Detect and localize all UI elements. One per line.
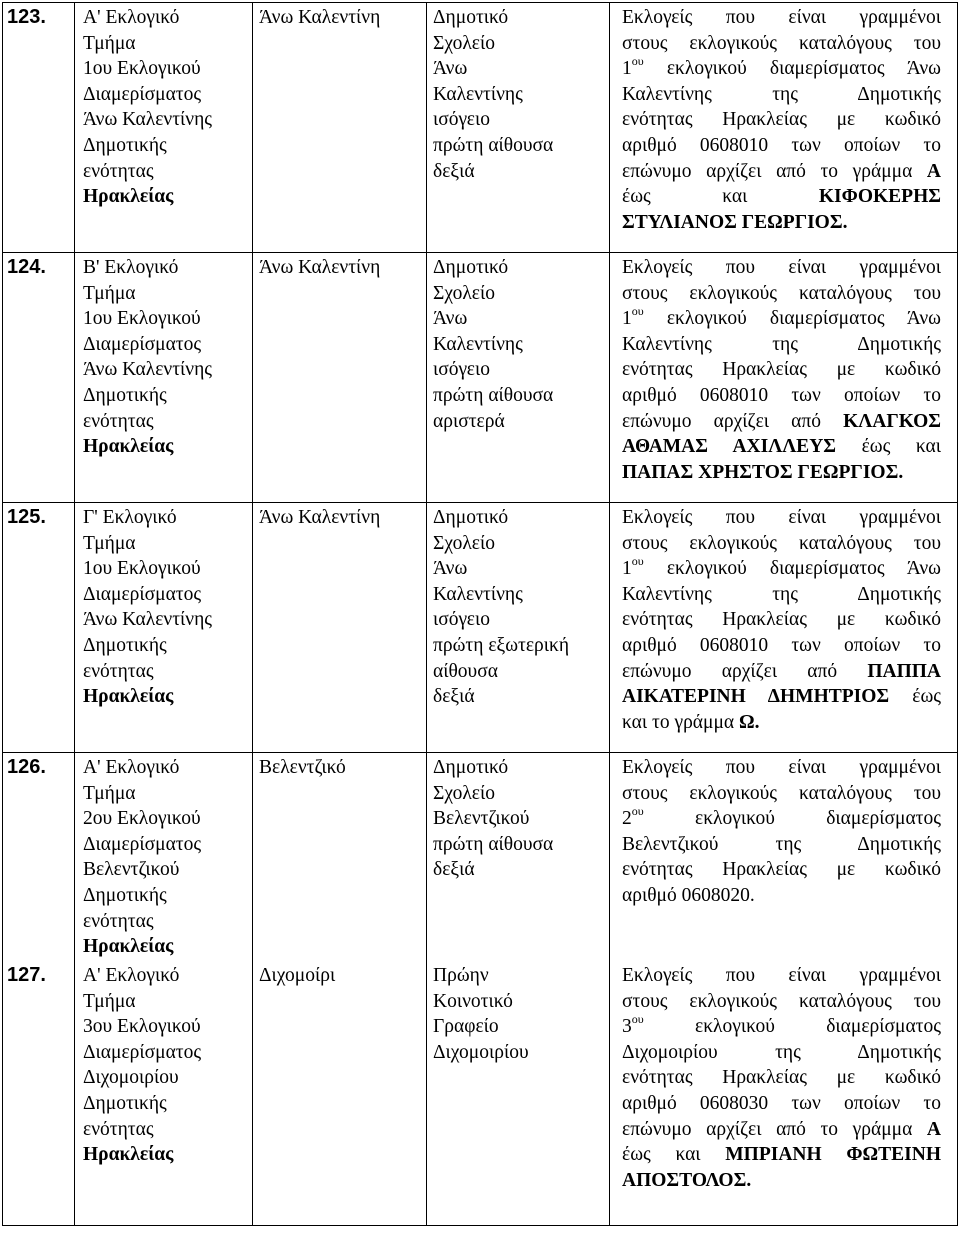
venue-line: Δημοτικό [433,257,509,278]
description-line: ενότητας Ηρακλείας με κωδικό [622,609,941,631]
description-line: Καλεντίνης της Δημοτικής [622,333,941,355]
ordinal-number: 1 [622,308,632,330]
section-name-line: Διαμερίσματος [83,583,202,605]
venue-line: Σχολείο [433,532,495,554]
venue-line: πρώτη αίθουσα [433,384,554,406]
voters-description-cell [610,503,958,753]
section-name-cell [75,503,253,753]
description-line [622,434,941,460]
section-name-line: Διαμερίσματος [83,83,202,105]
section-name-line: ενότητας [83,910,154,932]
section-name-line: 1ου Εκλογικού [83,558,201,580]
venue-line: Γραφείο [433,1016,499,1038]
section-name-bold: Ηρακλείας [83,186,174,208]
description-line [622,184,941,210]
ordinal-suffix: ου [631,303,644,318]
section-name-line: Διαμερίσματος [83,833,202,855]
description-bold: Α [926,1118,941,1140]
section-name-bold: Ηρακλείας [83,686,174,708]
description-text: εκλογικού διαμερίσματος [643,1016,941,1038]
description-line: ΠΑΠΑΣ ΧΡΗΣΤΟΣ ΓΕΩΡΓΙΟΣ. [622,461,904,483]
description-line: ενότητας Ηρακλείας με κωδικό [622,109,941,131]
description-text: και το γράμμα [622,711,740,733]
description-line: αριθμό 0608010 των οποίων το [622,134,941,156]
section-name-line: Δημοτικής [83,134,167,156]
ordinal-number: 1 [622,58,632,80]
description-bold: Ω. [739,711,760,733]
venue-line: Δημοτικό [433,757,509,778]
venue-line: ισόγειο [433,359,490,381]
description-bold: ΚΙΦΟΚΕΡΗΣ [818,186,941,208]
description-text: εκλογικού διαμερίσματος [643,808,941,830]
section-name-line: Άνω Καλεντίνης [83,359,213,381]
section-name-line: Διαμερίσματος [83,333,202,355]
description-line: ΑΠΟΣΤΟΛΟΣ. [622,1169,752,1191]
row-number: 123. [3,3,75,253]
description-line: στους εκλογικούς καταλόγους του [622,282,941,304]
description-text: επώνυμο αρχίζει από [622,410,844,432]
section-name-cell [75,253,253,503]
section-name-line: Τμήμα [83,532,136,554]
section-name-cell [75,753,253,962]
row-number: 126. [3,753,75,962]
description-line: ενότητας Ηρακλείας με κωδικό [622,359,941,381]
venue-line: πρώτη αίθουσα [433,833,554,855]
description-line: στους εκλογικούς καταλόγους του [622,782,941,804]
description-line: Εκλογείς που είναι γραμμένοι [622,507,941,528]
section-name-line: Τμήμα [83,782,136,804]
voters-description-cell [610,253,958,503]
section-name-line: Δημοτικής [83,1092,167,1114]
place-cell: Βελεντζικό [253,753,427,962]
section-name-line: 1ου Εκλογικού [83,58,201,80]
section-name-line: Τμήμα [83,32,136,54]
venue-line: δεξιά [433,859,475,881]
section-name-line: Α' Εκλογικό [83,965,180,986]
polling-stations-table [2,2,958,1226]
description-text: ΑΘΑΜΑΣ ΑΧΙΛΛΕΥΣ [622,436,837,458]
section-name-line: 2ου Εκλογικού [83,808,201,830]
description-line: στους εκλογικούς καταλόγους του [622,532,941,554]
section-name-line: ενότητας [83,410,154,432]
venue-line: ισόγειο [433,109,490,131]
description-line: αριθμό 0608030 των οποίων το [622,1092,941,1114]
ordinal-suffix: ου [631,1011,644,1026]
venue-line: Άνω [433,558,468,580]
row-number: 125. [3,503,75,753]
row-number: 124. [3,253,75,503]
venue-cell [427,3,610,253]
section-name-line: Βελεντζικού [83,859,180,881]
venue-line: Δημοτικό [433,507,509,528]
description-text: επώνυμο αρχίζει από το γράμμα [622,160,927,182]
ordinal-suffix: ου [631,553,644,568]
section-name-line: ενότητας [83,1118,154,1140]
description-line: Εκλογείς που είναι γραμμένοι [622,257,941,278]
description-line: στους εκλογικούς καταλόγους του [622,32,941,54]
venue-line: Δημοτικό [433,7,509,28]
place-cell: Άνω Καλεντίνη [253,3,427,253]
description-line: στους εκλογικούς καταλόγους του [622,990,941,1012]
description-line: Διχομοιρίου της Δημοτικής [622,1041,941,1063]
venue-line: αριστερά [433,410,505,432]
table-row [3,253,958,503]
description-line [622,53,941,82]
venue-line: δεξιά [433,686,475,708]
description-text: εκλογικού διαμερίσματος Άνω [643,58,941,80]
description-line [622,409,941,435]
description-text: εκλογικού διαμερίσματος Άνω [643,558,941,580]
description-text: επώνυμο αρχίζει από το γράμμα [622,1118,927,1140]
venue-line: Πρώην [433,965,489,986]
description-text: έως και [836,436,941,458]
section-name-line: Δημοτικής [83,884,167,906]
voters-description-cell [610,753,958,962]
ordinal-number: 3 [622,1016,632,1038]
description-line: Βελεντζικού της Δημοτικής [622,833,941,855]
section-name-line: ενότητας [83,660,154,682]
description-text: εκλογικού διαμερίσματος Άνω [643,308,941,330]
description-line: ενότητας Ηρακλείας με κωδικό [622,859,941,881]
description-line: αριθμό 0608010 των οποίων το [622,384,941,406]
ordinal-suffix: ου [631,53,644,68]
description-bold: ΜΠΡΙΑΝΗ ΦΩΤΕΙΝΗ [725,1144,941,1166]
description-line [622,1142,941,1168]
venue-cell [427,961,610,1226]
description-line [622,1117,941,1143]
ordinal-number: 2 [622,808,632,830]
venue-line: δεξιά [433,160,475,182]
section-name-line: Τμήμα [83,282,136,304]
section-name-line: 3ου Εκλογικού [83,1016,201,1038]
venue-line: Καλεντίνης [433,583,523,605]
venue-line: Άνω [433,308,468,330]
venue-line: πρώτη εξωτερική [433,634,570,656]
section-name-cell [75,961,253,1226]
section-name-line: Α' Εκλογικό [83,7,180,28]
description-line [622,159,941,185]
description-line [622,710,941,736]
description-line: ενότητας Ηρακλείας με κωδικό [622,1067,941,1089]
section-name-line: 1ου Εκλογικού [83,308,201,330]
description-line [622,553,941,582]
venue-line: Άνω [433,58,468,80]
section-name-line: Γ' Εκλογικό [83,507,177,528]
ordinal-number: 1 [622,558,632,580]
description-line: Εκλογείς που είναι γραμμένοι [622,965,941,986]
section-name-line: Άνω Καλεντίνης [83,109,213,131]
table-row [3,3,958,253]
table-row [3,753,958,962]
description-text: επώνυμο αρχίζει από [622,660,868,682]
row-number: 127. [3,961,75,1226]
section-name-bold: Ηρακλείας [83,936,174,958]
section-name-line: Α' Εκλογικό [83,757,180,778]
description-text: ΑΙΚΑΤΕΡΙΝΗ ΔΗΜΗΤΡΙΟΣ [622,686,890,708]
venue-line: Καλεντίνης [433,333,523,355]
venue-line: Βελεντζικού [433,808,530,830]
description-bold: ΠΑΠΠΑ [867,660,941,682]
description-line: Καλεντίνης της Δημοτικής [622,83,941,105]
venue-line: Σχολείο [433,782,495,804]
description-line [622,684,941,710]
section-name-line: Δημοτικής [83,634,167,656]
section-name-line: Άνω Καλεντίνης [83,609,213,631]
description-line [622,659,941,685]
venue-line: Σχολείο [433,32,495,54]
venue-line: ισόγειο [433,609,490,631]
description-text: έως [889,686,942,708]
section-name-line: Δημοτικής [83,384,167,406]
venue-line: αίθουσα [433,660,498,682]
table-row [3,961,958,1226]
table-row [3,503,958,753]
section-name-cell [75,3,253,253]
section-name-bold: Ηρακλείας [83,436,174,458]
section-name-line: Διχομοιρίου [83,1067,179,1089]
description-text: έως και [622,186,819,208]
place-cell: Άνω Καλεντίνη [253,253,427,503]
place-cell: Άνω Καλεντίνη [253,503,427,753]
description-line: αριθμό 0608010 των οποίων το [622,634,941,656]
section-name-bold: Ηρακλείας [83,1144,174,1166]
section-name-line: Τμήμα [83,990,136,1012]
place-cell: Διχομοίρι [253,961,427,1226]
voters-description-cell [610,3,958,253]
description-line: ΣΤΥΛΙΑΝΟΣ ΓΕΩΡΓΙΟΣ. [622,211,848,233]
venue-line: Διχομοιρίου [433,1041,529,1063]
description-bold: ΚΛΑΓΚΟΣ [843,410,941,432]
venue-cell [427,253,610,503]
venue-line: πρώτη αίθουσα [433,134,554,156]
venue-line: Κοινοτικό [433,990,513,1012]
venue-cell [427,503,610,753]
description-text: έως και [622,1144,726,1166]
section-name-line: Διαμερίσματος [83,1041,202,1063]
description-line [622,1011,941,1040]
venue-line: Καλεντίνης [433,83,523,105]
voters-description-cell [610,961,958,1226]
description-line: Εκλογείς που είναι γραμμένοι [622,7,941,28]
description-line: Καλεντίνης της Δημοτικής [622,583,941,605]
description-line [622,303,941,332]
description-line: αριθμό 0608020. [622,884,755,906]
description-line [622,803,941,832]
description-bold: Α [926,160,941,182]
ordinal-suffix: ου [631,803,644,818]
venue-cell [427,753,610,962]
section-name-line: ενότητας [83,160,154,182]
section-name-line: Β' Εκλογικό [83,257,179,278]
description-line: Εκλογείς που είναι γραμμένοι [622,757,941,778]
venue-line: Σχολείο [433,282,495,304]
